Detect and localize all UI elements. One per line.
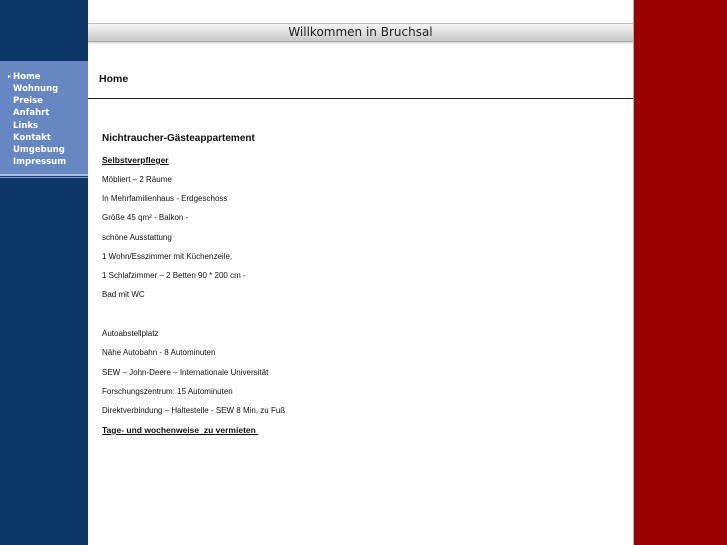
content-line: Forschungszentrum: 15 Autominuten bbox=[102, 387, 233, 396]
content-line: Nähe Autobahn - 8 Autominuten bbox=[102, 348, 216, 357]
nav-item-label: Home bbox=[13, 72, 41, 82]
breadcrumb: Home bbox=[99, 73, 129, 85]
nav-item-label: Kontakt bbox=[13, 133, 51, 143]
nav-item-wohnung[interactable] bbox=[0, 83, 88, 95]
content-line: 1 Schlafzimmer – 2 Betten 90 * 200 cm - bbox=[102, 271, 246, 280]
page-header bbox=[88, 23, 633, 42]
header-shadow bbox=[88, 42, 633, 45]
rental-link[interactable]: Tage- und wochenweise zu vermieten bbox=[102, 425, 259, 435]
nav-item-label: Anfahrt bbox=[13, 108, 50, 118]
content-line: Bad mit WC bbox=[102, 290, 145, 299]
arrow-right-icon: ▸ bbox=[8, 73, 12, 80]
content-line: 1 Wohn/Esszimmer mit Küchenzeile, bbox=[102, 252, 233, 261]
content-line: Direktverbindung – Haltestelle - SEW 8 Min. zu Fuß bbox=[102, 406, 286, 415]
nav-item-anfahrt[interactable] bbox=[0, 107, 88, 119]
content-line: Größe 45 qm² - Balkon - bbox=[102, 213, 189, 222]
nav-item-links[interactable] bbox=[0, 120, 88, 132]
main-navigation bbox=[0, 61, 88, 176]
nav-item-label: Impressum bbox=[13, 157, 67, 167]
nav-item-preise[interactable] bbox=[0, 95, 88, 107]
nav-item-label: Umgebung bbox=[13, 145, 65, 155]
content-heading: Nichtraucher-Gästeappartement bbox=[102, 133, 255, 144]
content-line: In Mehrfamilienhaus - Erdgeschoss bbox=[102, 194, 228, 203]
nav-item-home[interactable] bbox=[0, 71, 88, 83]
nav-item-label: Links bbox=[13, 121, 39, 131]
content-line: Autoabstellplatz bbox=[102, 329, 159, 338]
nav-divider bbox=[0, 177, 88, 178]
right-sidebar bbox=[633, 0, 727, 545]
nav-item-label: Preise bbox=[13, 96, 43, 106]
content-divider bbox=[88, 98, 633, 99]
nav-item-impressum[interactable] bbox=[0, 156, 88, 168]
nav-item-label: Wohnung bbox=[13, 84, 59, 94]
page-title: Willkommen in Bruchsal bbox=[288, 25, 433, 39]
content-subheading: Selbstverpfleger bbox=[102, 155, 169, 165]
nav-item-kontakt[interactable] bbox=[0, 132, 88, 144]
nav-item-umgebung[interactable] bbox=[0, 144, 88, 156]
content-line: SEW – John-Deere – Internationale Universität bbox=[102, 368, 269, 377]
content-line: schöne Ausstattung bbox=[102, 233, 172, 242]
content-line: Möbliert – 2 Räume bbox=[102, 175, 172, 184]
